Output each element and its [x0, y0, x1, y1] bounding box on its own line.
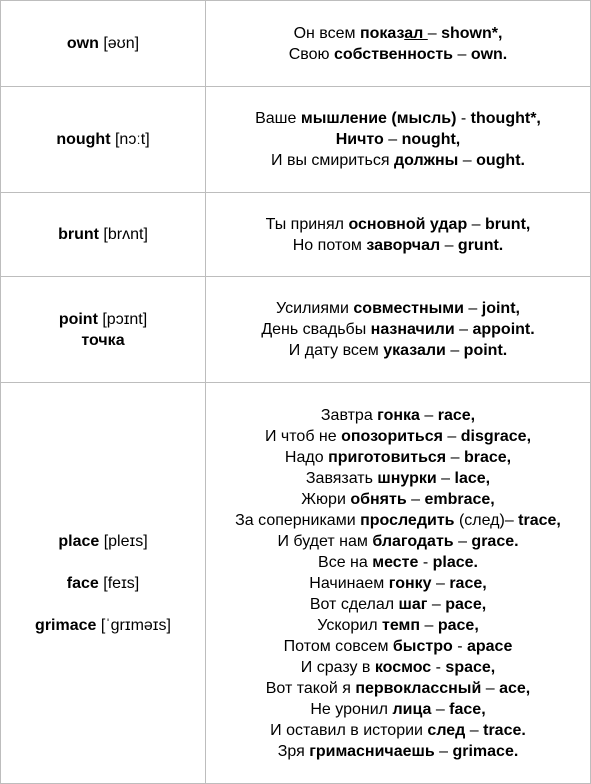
verse-text: – — [436, 469, 455, 487]
transcription: [brʌnt] — [98, 226, 148, 243]
verse-text: Все на — [318, 553, 373, 571]
verse-text: – — [442, 427, 461, 445]
verse-text: Потом совсем — [283, 637, 393, 655]
keyword-text: опозориться — [341, 427, 443, 445]
keyword-text: темп — [382, 616, 421, 634]
verse-text: – — [434, 742, 453, 760]
verse-text: И сразу в — [300, 658, 375, 676]
verse-line — [210, 699, 586, 720]
keyword-text: race, — [449, 574, 487, 592]
verse-text: Начинаем — [309, 574, 389, 592]
verse-line — [210, 720, 586, 741]
vocab-row — [1, 1, 591, 87]
transcription: [ˈɡrɪməɪs] — [96, 616, 171, 634]
verse-text: – — [419, 406, 438, 424]
verse-text: И вы смириться — [271, 152, 394, 169]
verse-line — [210, 214, 586, 235]
keyword-text: point. — [463, 342, 508, 359]
keyword-text: собственность — [333, 45, 454, 63]
keyword-text: ought. — [476, 152, 525, 169]
verse-line — [210, 426, 586, 447]
verse-line — [210, 150, 586, 171]
word-cell — [1, 383, 206, 784]
keyword-text: шаг — [398, 595, 428, 613]
keyword-text: ал — [404, 24, 428, 42]
headword: own — [66, 35, 99, 52]
verse-text: За соперниками — [235, 511, 361, 529]
verse-text: – — [481, 679, 500, 697]
headword-line — [5, 615, 201, 636]
keyword-text: face, — [449, 700, 486, 718]
keyword-text: назначили — [370, 321, 455, 338]
verse-line — [210, 657, 586, 678]
keyword-text: pace, — [437, 616, 479, 634]
translation: точка — [81, 331, 125, 349]
keyword-text: pace, — [445, 595, 487, 613]
verse-line — [210, 573, 586, 594]
keyword-text: приготовиться — [328, 448, 447, 466]
verse-line — [210, 531, 586, 552]
headword-line — [5, 531, 201, 552]
vocab-row — [1, 87, 591, 193]
headword: place — [58, 532, 100, 550]
verse-line — [210, 741, 586, 762]
verse-text: Вот сделал — [309, 595, 399, 613]
verse-text: Но потом — [292, 236, 367, 254]
transcription: [əʊn] — [98, 35, 140, 52]
verse-line — [210, 636, 586, 657]
verse-text: – — [420, 616, 438, 634]
verse-text: – — [458, 152, 477, 169]
verse-text: - — [418, 553, 433, 571]
verse-text: – — [463, 300, 482, 317]
keyword-text: ace, — [499, 679, 531, 697]
verse-text: – — [431, 574, 450, 592]
verse-text: - — [456, 110, 471, 127]
verse-line — [210, 340, 586, 361]
word-cell — [1, 87, 206, 193]
transcription: [nɔːt] — [110, 131, 150, 148]
verse-text: День свадьбы — [261, 321, 371, 338]
headword: face — [66, 574, 99, 592]
keyword-text: grunt. — [457, 236, 504, 254]
keyword-text: appoint. — [472, 321, 535, 338]
headword-line — [5, 224, 201, 245]
verse-line — [210, 129, 586, 150]
verse-text: – — [427, 595, 446, 613]
vocab-row — [1, 193, 591, 277]
transcription: [feɪs] — [98, 574, 140, 592]
word-cell — [1, 1, 206, 87]
verse-text: Вот такой я — [265, 679, 356, 697]
verse-text: - — [452, 637, 467, 655]
keyword-text: основной удар — [348, 215, 468, 233]
verse-text: Завязать — [305, 469, 378, 487]
word-cell — [1, 193, 206, 277]
verse-cell — [206, 87, 591, 193]
keyword-text: мышление (мысль) — [300, 110, 457, 127]
keyword-text: гонку — [388, 574, 432, 592]
keyword-text: заворчал — [366, 236, 441, 254]
verse-text: – — [453, 532, 472, 550]
verse-line — [210, 108, 586, 129]
verse-text: – — [431, 700, 450, 718]
verse-line — [210, 298, 586, 319]
keyword-text: trace. — [483, 721, 526, 739]
verse-line — [210, 44, 586, 65]
keyword-text: Ничто — [335, 131, 384, 148]
verse-line — [210, 235, 586, 256]
verse-text: – — [383, 131, 402, 148]
verse-line — [210, 615, 586, 636]
verse-text: И будет нам — [277, 532, 373, 550]
verse-text: И оставил в истории — [270, 721, 428, 739]
keyword-text: космос — [374, 658, 432, 676]
keyword-text: гримасничаешь — [309, 742, 435, 760]
keyword-text: показ — [359, 24, 405, 42]
verse-cell — [206, 1, 591, 87]
keyword-text: grimace. — [452, 742, 519, 760]
verse-text: Он всем — [293, 24, 360, 42]
verse-text: Ваше — [255, 110, 301, 127]
keyword-text: apace — [466, 637, 513, 655]
word-gap — [5, 594, 201, 615]
word-gap — [5, 552, 201, 573]
keyword-text: совместными — [353, 300, 464, 317]
transcription: [pɔɪnt] — [97, 310, 148, 328]
keyword-text: должны — [393, 152, 459, 169]
keyword-text: указали — [383, 342, 446, 359]
keyword-text: space, — [445, 658, 496, 676]
verse-text: (след)– — [454, 511, 519, 529]
verse-text: Ускорил — [317, 616, 383, 634]
verse-text: – — [445, 342, 464, 359]
headword: brunt — [58, 226, 99, 243]
verse-line — [210, 447, 586, 468]
headword-line — [5, 573, 201, 594]
verse-line — [210, 319, 586, 340]
vocab-row — [1, 277, 591, 383]
verse-line — [210, 23, 586, 44]
verse-text: Не уронил — [310, 700, 393, 718]
verse-text: Ты принял — [265, 215, 349, 233]
keyword-text: own. — [470, 45, 508, 63]
verse-line — [210, 468, 586, 489]
verse-text: – — [446, 448, 464, 466]
verse-line — [210, 594, 586, 615]
verse-text: – — [454, 321, 473, 338]
verse-text: – — [427, 24, 442, 42]
verse-text: Завтра — [320, 406, 378, 424]
verse-text: Свою — [288, 45, 334, 63]
verse-cell — [206, 277, 591, 383]
verse-text: - — [431, 658, 446, 676]
headword: point — [58, 310, 98, 328]
keyword-text: nought, — [401, 131, 461, 148]
word-cell — [1, 277, 206, 383]
headword-line — [5, 129, 201, 150]
verse-text: – — [440, 236, 458, 254]
verse-text: Зря — [277, 742, 310, 760]
keyword-text: race, — [437, 406, 476, 424]
verse-text: Надо — [284, 448, 329, 466]
verse-line — [210, 552, 586, 573]
keyword-text: brace, — [463, 448, 512, 466]
verse-line — [210, 405, 586, 426]
keyword-text: joint, — [481, 300, 520, 317]
headword: nought — [56, 131, 111, 148]
keyword-text: проследить — [360, 511, 455, 529]
keyword-text: след — [427, 721, 466, 739]
keyword-text: disgrace, — [460, 427, 532, 445]
keyword-text: brunt, — [485, 215, 531, 233]
keyword-text: шнурки — [377, 469, 437, 487]
verse-cell — [206, 193, 591, 277]
verse-line — [210, 510, 586, 531]
keyword-text: trace, — [518, 511, 561, 529]
keyword-text: благодать — [372, 532, 454, 550]
verse-text: Усилиями — [276, 300, 354, 317]
keyword-text: place. — [432, 553, 478, 571]
verse-text: – — [453, 45, 471, 63]
keyword-text: лица — [392, 700, 432, 718]
vocabulary-table-body — [1, 1, 591, 784]
transcription: [pleɪs] — [99, 532, 148, 550]
verse-text: Жюри — [301, 490, 351, 508]
keyword-text: grace. — [471, 532, 519, 550]
verse-text: – — [465, 721, 484, 739]
headword-line — [5, 33, 201, 54]
keyword-text: lace, — [454, 469, 491, 487]
verse-cell — [206, 383, 591, 784]
verse-text: – — [406, 490, 425, 508]
keyword-text: embrace, — [424, 490, 495, 508]
vocab-row — [1, 383, 591, 784]
verse-line — [210, 489, 586, 510]
keyword-text: shown*, — [441, 24, 503, 42]
verse-text: – — [467, 215, 486, 233]
keyword-text: месте — [372, 553, 419, 571]
verse-text: И дату всем — [288, 342, 384, 359]
keyword-text: быстро — [392, 637, 453, 655]
keyword-text: обнять — [350, 490, 407, 508]
keyword-text: гонка — [377, 406, 420, 424]
keyword-text: первоклассный — [355, 679, 482, 697]
headword: grimace — [35, 616, 97, 634]
verse-text: И чтоб не — [264, 427, 342, 445]
verse-line — [210, 678, 586, 699]
keyword-text: thought*, — [470, 110, 541, 127]
headword-line — [5, 309, 201, 330]
